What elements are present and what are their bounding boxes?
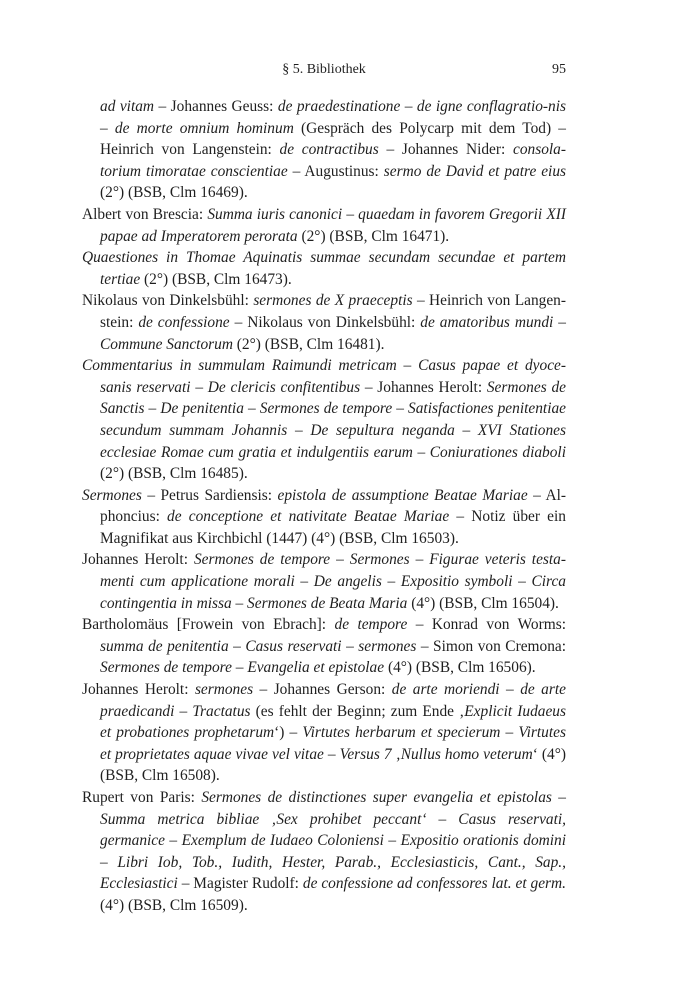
list-item	[82, 549, 566, 614]
entry-text: Johannes Herolt:	[82, 551, 194, 569]
list-item	[82, 290, 566, 355]
entry-text: – Nikolaus von Dinkelsbühl:	[229, 313, 421, 331]
entry-text: Rupert von Paris:	[82, 789, 202, 806]
entry-text: (4°) (BSB, Clm 16504).	[407, 594, 559, 612]
entry-text: (2°) (BSB, Clm 16481).	[232, 335, 385, 353]
entry-text: – Augustinus:	[287, 162, 384, 180]
italic-title-text: Sermones de distinctiones super evangelia et epistolas – Summa metrica bibliae ‚Sex prohibet peccant‘ – Casus reservati, germanice – Exemplum de Iudaeo Coloniensi – Expositio orationis domini – Libri Iob, Tob., Iudith, Hester, Parab., Ecclesiasticis, Cant., Sap., Ecclesiastici	[100, 789, 566, 893]
entry-text: (4°) (BSB, Clm 16509).	[100, 896, 248, 914]
entry-text: Johannes Herolt:	[82, 681, 195, 699]
section-title: § 5. Bibliothek	[282, 62, 366, 77]
running-header	[82, 62, 566, 82]
entry-text: – Petrus Sardiensis:	[141, 486, 278, 504]
italic-title-text: de amatoribus mundi – Commune Sanctorum	[100, 313, 566, 353]
italic-title-text: Sermones de Sanctis – De penitentia – Sermones de tempore – Satisfactiones penitentiae secundum summam Johannis – De sepultura neganda – XVI Stationes ecclesiae Romae cum gratia et indulgentiis earum – Coniurationes diaboli	[100, 378, 566, 461]
italic-title-text: Explicit Iudaeus et probationes prophetarum	[100, 702, 566, 742]
entry-text: – Johannes Gerson:	[253, 681, 392, 699]
italic-title-text: summa de penitentia – Casus reservati – sermones	[100, 637, 417, 655]
list-item	[82, 679, 566, 787]
italic-title-text: sermones	[194, 681, 254, 699]
italic-title-text: de conceptione et nativitate Beatae Mariae	[167, 508, 450, 526]
entry-text: ‘) –	[274, 724, 303, 742]
entry-text: (4°) (BSB, Clm 16506).	[384, 659, 536, 677]
italic-title-text: epistola de assumptione Beatae Mariae	[277, 486, 528, 504]
italic-title-text: Quaestiones in Thomae Aquinatis summae secundam secundae et partem tertiae	[82, 249, 566, 288]
list-item	[82, 485, 566, 550]
entry-text: (2°) (BSB, Clm 16471).	[297, 227, 450, 245]
italic-title-text: de confessione	[138, 313, 230, 331]
italic-title-text: Commentarius in summulam Raimundi metricam – Casus papae et dyoce-sanis reservati – De clericis confitentibus	[82, 357, 566, 396]
entry-text: ‘ (4°) (BSB, Clm 16508).	[100, 745, 566, 785]
entry-text: – Magister Rudolf:	[177, 875, 303, 893]
list-item	[82, 204, 566, 247]
italic-title-text: de contractibus	[279, 141, 379, 159]
italic-title-text: Summa iuris canonici – quaedam in favorem Gregorii XII papae ad Imperatorem perorata	[100, 205, 567, 245]
list-item	[82, 96, 566, 204]
italic-title-text: Sermones	[82, 486, 142, 504]
entry-text: – Johannes Geuss:	[154, 98, 278, 115]
italic-title-text: ad vitam	[100, 98, 155, 115]
entry-text: (es fehlt der Beginn; zum Ende ‚	[250, 702, 465, 720]
entry-text: (Gespräch des Polycarp mit dem Tod) – Heinrich von Langenstein:	[100, 119, 566, 159]
entry-text: – Simon von Cremona:	[416, 637, 567, 655]
italic-title-text: sermo de David et patre eius	[383, 162, 567, 180]
entry-text: – Johannes Nider:	[378, 141, 513, 159]
bibliography-list	[82, 96, 566, 917]
entry-text: – Konrad von Worms:	[407, 616, 566, 634]
italic-title-text: Virtutes herbarum et specierum – Virtutes et proprietates aquae vivae vel vitae – Versus 7 ‚Nullus homo veterum	[100, 724, 566, 763]
italic-title-text: de praedestinatione – de igne conflagratio-nis – de morte omnium hominum	[100, 98, 567, 137]
italic-title-text: de tempore	[334, 616, 408, 634]
entry-text: – Heinrich von Langen-stein:	[100, 292, 567, 331]
page-number: 95	[552, 62, 566, 77]
italic-title-text: consola-torium timoratae conscientiae	[100, 141, 567, 180]
italic-title-text: Sermones de tempore – Sermones – Figurae veteris testa-menti cum applicatione morali – De angelis – Expositio symboli – Circa contingentia in missa – Sermones de Beata Maria	[100, 551, 567, 612]
italic-title-text: de arte moriendi – de arte praedicandi – Tractatus	[100, 681, 566, 720]
entry-text: Albert von Brescia:	[82, 205, 208, 223]
entry-text: Nikolaus von Dinkelsbühl:	[82, 292, 254, 310]
italic-title-text: de confessione ad confessores lat. et germ.	[302, 875, 566, 893]
list-item	[82, 787, 566, 917]
entry-text: (2°) (BSB, Clm 16485).	[100, 465, 248, 483]
italic-title-text: sermones de X praeceptis	[253, 292, 413, 310]
entry-text: – Notiz über ein Magnifikat aus Kirchbichl (1447) (4°) (BSB, Clm 16503).	[100, 508, 566, 547]
italic-title-text: Sermones de tempore – Evangelia et epistolae	[100, 659, 385, 677]
entry-text: Bartholomäus [Frowein von Ebrach]:	[82, 616, 335, 634]
entry-text: (2°) (BSB, Clm 16469).	[100, 184, 248, 202]
list-item	[82, 247, 566, 290]
entry-text: (2°) (BSB, Clm 16473).	[140, 270, 292, 288]
entry-text: – Al-phoncius:	[100, 486, 566, 526]
entry-text: – Johannes Herolt:	[360, 378, 487, 396]
list-item	[82, 614, 566, 679]
list-item	[82, 355, 566, 485]
